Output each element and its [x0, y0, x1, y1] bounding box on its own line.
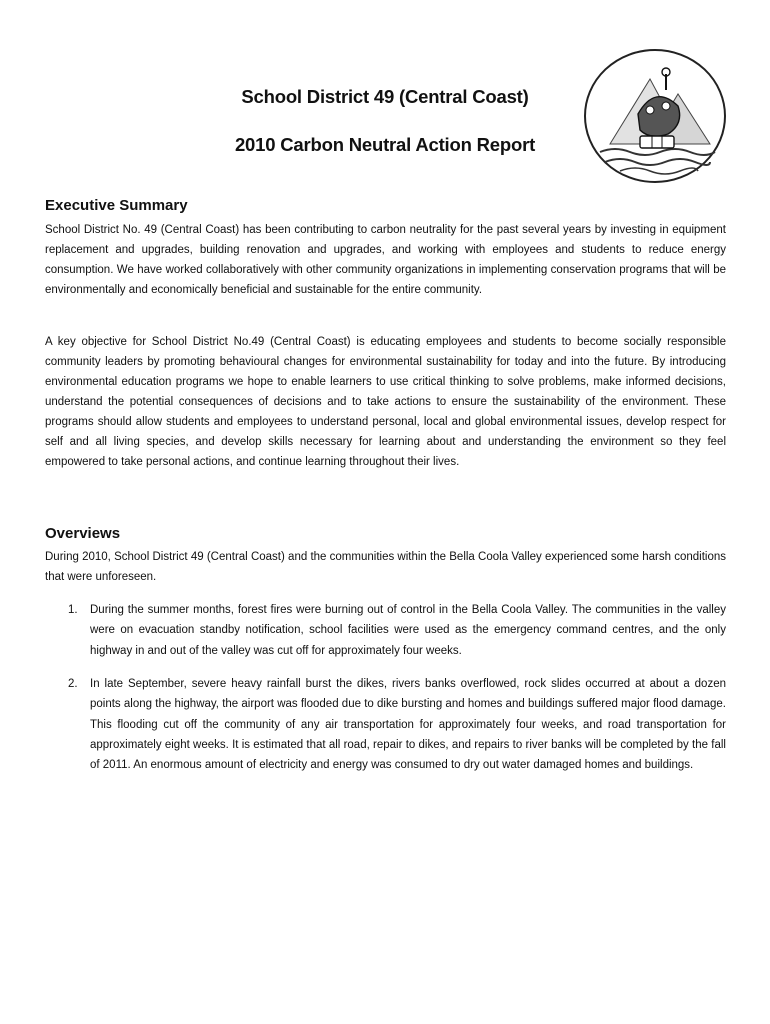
list-item-number: 2. [68, 678, 78, 690]
school-district-emblem-icon [580, 44, 730, 186]
document-subtitle: 2010 Carbon Neutral Action Report [234, 134, 536, 155]
list-item-text: In late September, severe heavy rainfall burst the dikes, rivers banks overflowed, rock slides occurred at about a dozen points along the highway, the airport was flooded due to dike bursting and homes and buildings suffered major flood damage. This flooding cut off the community of any air transportation for approximately four weeks, and road transportation for approximately eight weeks. It is estimated that all road, repair to dikes, and repairs to river banks will be completed by the fall of 2011. An enormous amount of electricity and energy was consumed to dry out water damaged homes and buildings. [90, 678, 726, 772]
executive-summary-paragraph-1: School District No. 49 (Central Coast) has been contributing to carbon neutrality for the past several years by investing in equipment replacement and upgrades, building renovation and upgrades, and working with employees and students to reduce energy consumption. We have worked collaboratively with other community organizations in implementing conservation programs that will be environmentally and economically beneficial and sustainable for the entire community. [45, 224, 726, 296]
list-item [68, 600, 726, 661]
overviews-intro-paragraph: During 2010, School District 49 (Central Coast) and the communities within the Bella Coola Valley experienced some harsh conditions that were unforeseen. [45, 551, 726, 583]
list-item [68, 674, 726, 775]
executive-summary-paragraph-2: A key objective for School District No.49 (Central Coast) is educating employees and students to become socially responsible community leaders by promoting behavioural changes for environmental sustainability for today and into the future. By introducing environmental education programs we hope to enable learners to use critical thinking to solve problems, make informed decisions, understand the potential consequences of decisions and to take actions to ensure the sustainability of the environment. These programs should allow students and employees to understand personal, local and global environmental issues, develop respect for self and all living species, and develop skills necessary for learning about and understanding the environment so they feel empowered to take personal actions, and continue learning throughout their lives. [45, 336, 726, 468]
list-item-text: During the summer months, forest fires were burning out of control in the Bella Coola Valley. The communities in the valley were on evacuation standby notification, school facilities were used as the emergency command centres, and the only highway in and out of the valley was cut off for approximately four weeks. [90, 604, 726, 657]
emblem-graphic [580, 44, 730, 186]
overviews-heading: Overviews [45, 525, 121, 542]
list-item-number: 1. [68, 604, 78, 616]
document-title: School District 49 (Central Coast) [241, 86, 529, 107]
executive-summary-heading: Executive Summary [45, 197, 188, 214]
